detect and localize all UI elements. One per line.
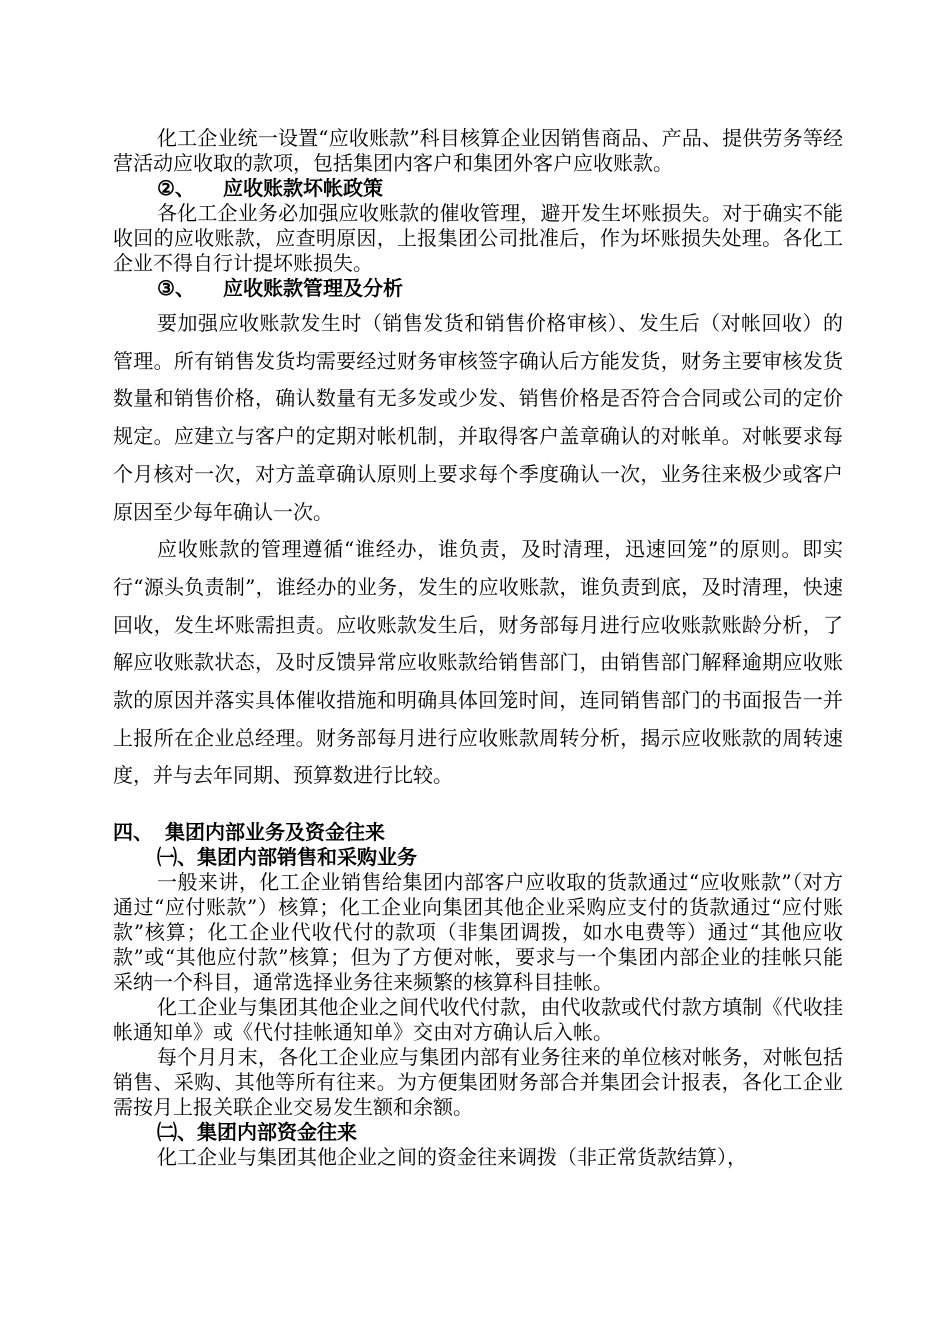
heading-title: 应收账款管理及分析: [223, 276, 403, 300]
management-paragraph-2: 应收账款的管理遵循“谁经办，谁负责，及时清理，迅速回笼”的原则。即实行“源头负责制”，谁经办的业务，发生的应收账款，谁负责到底，及时清理，快速回收，发生坏账需担责。应收账款发生后，财务部每月进行应收账款账龄分析，了解应收账款状态，及时反馈异常应收账款给销售部门，由销售部门解释逾期应收账款的原因并落实具体催收措施和明确具体回笼时间，连同销售部门的书面报告一并上报所在企业总经理。财务部每月进行应收账款周转分析，揭示应收账款的周转速度，并与去年同期、预算数进行比较。: [113, 537, 843, 788]
internal-paragraph-3: 每个月月末，各化工企业应与集团内部有业务往来的单位核对帐务，对帐包括销售、采购、其他等所有往来。为方便集团财务部合并集团会计报表，各化工企业需按月上报关联企业交易发生额和余额。: [113, 1045, 843, 1120]
subsection-title: 集团内部资金往来: [197, 1120, 357, 1145]
heading-receivables-management: [113, 276, 843, 301]
heading-number: ②、: [157, 176, 195, 200]
section-title: 集团内部业务及资金往来: [165, 820, 385, 845]
heading-number: ③、: [157, 276, 195, 300]
bad-debt-paragraph: 各化工企业务必加强应收账款的催收管理，避开发生坏账损失。对于确实不能收回的应收账款，应查明原因，上报集团公司批准后，作为坏账损失处理。各化工企业不得自行计提坏账损失。: [113, 201, 843, 275]
management-paragraph-1: 要加强应收账款发生时（销售发货和销售价格审核）、发生后（对帐回收）的管理。所有销售发货均需要经过财务审核签字确认后方能发货，财务主要审核发货数量和销售价格，确认数量有无多发或少发、销售价格是否符合合同或公司的定价规定。应建立与客户的定期对帐机制，并取得客户盖章确认的对帐单。对帐要求每个月核对一次，对方盖章确认原则上要求每个季度确认一次，业务往来极少或客户原因至少每年确认一次。: [113, 311, 843, 524]
funds-paragraph: 化工企业与集团其他企业之间的资金往来调拨（非正常货款结算），: [157, 1145, 747, 1170]
document-page: [113, 126, 843, 1170]
subsection-number: ㈡、: [157, 1120, 197, 1145]
subsection-number: ㈠、: [157, 845, 197, 870]
section-heading-internal-business: [113, 820, 843, 845]
subsection-heading-sales-purchasing: [113, 845, 843, 870]
internal-paragraph-2: 化工企业与集团其他企业之间代收代付款，由代收款或代付款方填制《代收挂帐通知单》或《代付挂帐通知单》交由对方确认后入帐。: [113, 995, 843, 1045]
internal-paragraph-1: 一般来讲，化工企业销售给集团内部客户应收取的货款通过“应收账款”（对方通过“应付账款”）核算；化工企业向集团其他企业采购应支付的货款通过“应付账款”核算；化工企业代收代付的款项（非集团调拨，如水电费等）通过“其他应收款”或“其他应付款”核算；但为了方便对帐，要求与一个集团内部企业的挂帐只能采纳一个科目，通常选择业务往来频繁的核算科目挂帐。: [113, 870, 843, 995]
section-number: 四、: [113, 820, 153, 845]
heading-title: 应收账款坏帐政策: [223, 176, 383, 200]
intro-paragraph: 化工企业统一设置“应收账款”科目核算企业因销售商品、产品、提供劳务等经营活动应收取的款项，包括集团内客户和集团外客户应收账款。: [113, 126, 843, 175]
subsection-title: 集团内部销售和采购业务: [197, 845, 417, 870]
subsection-heading-internal-funds: [113, 1120, 843, 1145]
heading-bad-debt-policy: [113, 176, 843, 201]
